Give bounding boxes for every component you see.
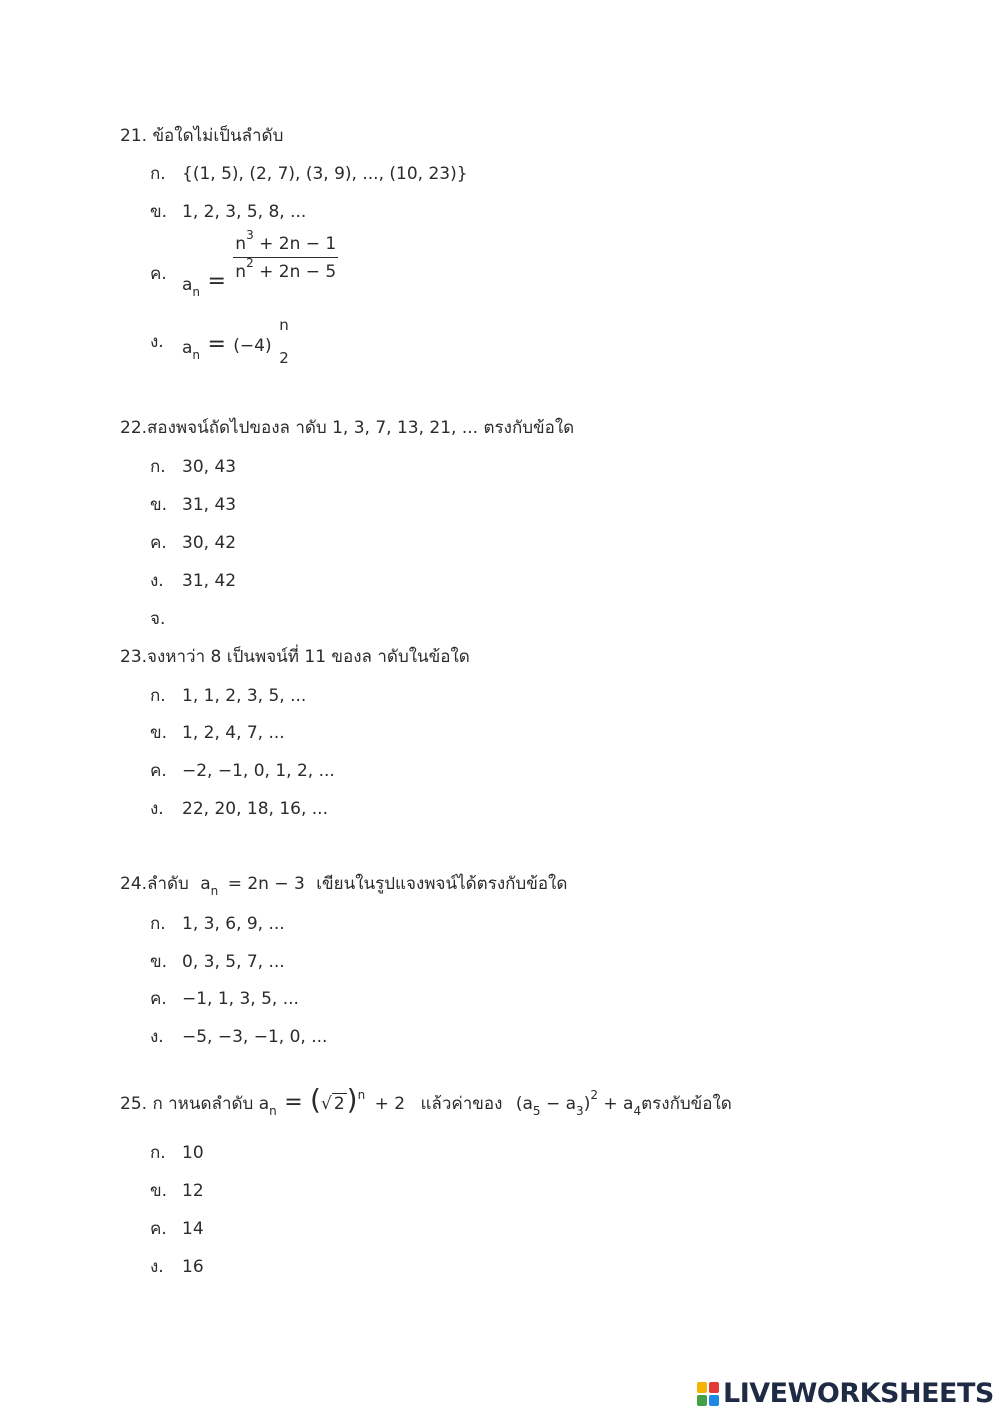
option-label: ข. [150,1181,168,1201]
formula-subscript: n [192,284,201,299]
q24-option-a: 1, 3, 6, 9, ... [182,914,285,934]
q21-option-c-formula [182,228,338,299]
equals-sign: = [207,268,226,294]
option-label: ค. [150,264,167,284]
fraction-denominator: $n^2 + 2n - 5$ [235,256,337,282]
question-25-title: 25. ก าหนดลำดับ $a_n$ = (√ 2)$^n$ + 2 แล้วค่าของ $(a_5 - a_3)^2 + a_4$ตรงกับข้อใด [120,1083,732,1118]
question-23-title: 23.จงหาว่า 8 เป็นพจน์ที่ 11 ของล าดับในข้อใด [120,647,470,667]
q22-option-a: 30, 43 [182,457,237,477]
equals-sign: = [284,1090,303,1115]
q21-option-a: {(1, 5), (2, 7), (3, 9), ..., (10, 23)} [182,164,468,184]
exponent: n [357,1088,366,1102]
formula-paren: (−4) [233,336,272,356]
q21-option-d-formula [182,318,291,366]
q24-option-c: −1, 1, 3, 5, ... [182,989,299,1009]
logo-icon [697,1382,719,1406]
option-label: ค. [150,761,167,781]
exponent-fraction: n 2 [279,316,289,367]
formula-lhs: a [182,338,193,358]
q22-option-c: 30, 42 [182,533,237,553]
logo-square [697,1395,707,1406]
q23-option-c: −2, −1, 0, 1, 2, ... [182,761,335,781]
option-label: ง. [150,1027,164,1047]
formula: = 2n − 3 [227,874,305,894]
option-label: ค. [150,989,167,1009]
equals-sign: = [207,332,226,357]
option-label: ข. [150,202,168,222]
option-label: ค. [150,533,167,553]
option-label: ก. [150,686,166,706]
formula-lhs: a [182,274,193,295]
option-label: ง. [150,1257,164,1277]
option-label: จ. [150,609,166,629]
option-label: ค. [150,1219,167,1239]
option-label: ก. [150,457,166,477]
q25-option-c: 14 [182,1219,204,1239]
formula-subscript: n [269,1104,277,1118]
q23-option-b: 1, 2, 4, 7, ... [182,723,285,743]
q25-option-a: 10 [182,1143,204,1163]
q22-option-b: 31, 43 [182,495,237,515]
question-24-title: 24.ลำดับ $a_n = 2n - 3$ เขียนในรูปแจงพจน์ได้ตรงกับข้อใด [120,874,568,898]
option-label: ข. [150,723,168,743]
logo-square [709,1395,719,1406]
q23-option-d: 22, 20, 18, 16, ... [182,799,328,819]
q24-option-b: 0, 3, 5, 7, ... [182,952,285,972]
option-label: ข. [150,495,168,515]
q21-option-b: 1, 2, 3, 5, 8, ... [182,202,307,222]
formula-subscript: n [192,348,201,362]
q24-option-d: −5, −3, −1, 0, ... [182,1027,328,1047]
liveworksheets-logo [697,1378,994,1409]
fraction [233,228,338,282]
left-paren: ( [310,1083,321,1116]
q22-option-d: 31, 42 [182,571,237,591]
option-label: ง. [150,332,164,352]
q25-option-d: 16 [182,1257,204,1277]
sqrt-icon: √ [320,1094,332,1114]
logo-text: LIVEWORKSHEETS [723,1378,994,1409]
q23-option-a: 1, 1, 2, 3, 5, ... [182,686,307,706]
option-label: ก. [150,164,166,184]
q25-option-b: 12 [182,1181,204,1201]
sqrt-radicand: 2 [333,1094,345,1114]
option-label: ง. [150,799,164,819]
formula-lhs: a [258,1094,270,1114]
option-label: ก. [150,914,166,934]
fraction-numerator: $n^3 + 2n - 1$ [235,228,337,254]
logo-square [697,1382,707,1393]
question-22-title: 22.สองพจน์ถัดไปของล าดับ 1, 3, 7, 13, 21, ... ตรงกับข้อใด [120,418,575,438]
option-label: ข. [150,952,168,972]
formula-subscript: n [210,884,219,898]
option-label: ง. [150,571,164,591]
option-label: ก. [150,1143,166,1163]
right-paren: ) [346,1083,358,1116]
logo-square [709,1382,719,1393]
question-21-title: 21. ข้อใดไม่เป็นลำดับ [120,126,284,146]
formula-lhs: a [200,874,211,894]
